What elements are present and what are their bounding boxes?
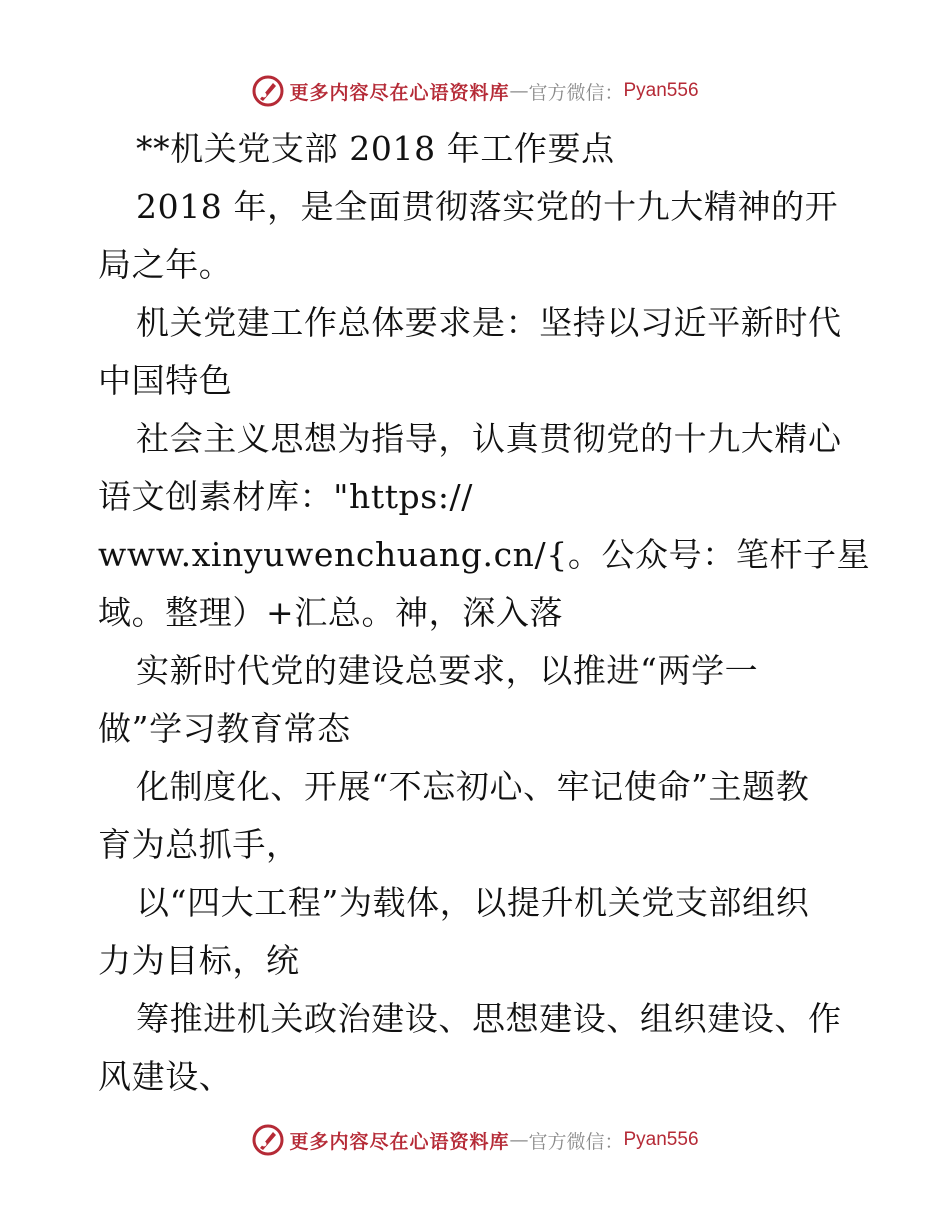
text-line: 风建设、: [98, 1057, 233, 1096]
brand-logo-icon: [251, 74, 285, 108]
watermark-main-text: 更多内容尽在心语资料库: [289, 81, 510, 104]
text-line: 实新时代党的建设总要求，以推进“两学一: [136, 651, 759, 690]
text-line: 力为目标，统: [98, 941, 300, 980]
watermark-wechat-id: Pyan556: [623, 1129, 699, 1150]
text-line: www.xinyuwenchuang.cn/{。公众号：笔杆子星: [98, 535, 871, 574]
text-line: 局之年。: [98, 245, 233, 284]
text-line: **机关党支部 2018 年工作要点: [136, 129, 615, 168]
watermark-wechat-id: Pyan556: [623, 80, 699, 101]
text-line: 语文创素材库："https://: [98, 477, 473, 516]
text-line: 社会主义思想为指导，认真贯彻党的十九大精心: [136, 419, 842, 458]
watermark-dash: —: [509, 1129, 529, 1151]
document-body: [98, 120, 871, 1106]
watermark-sub-text: 官方微信：: [528, 81, 624, 104]
text-line: 育为总抓手，: [98, 825, 300, 864]
text-line: 筹推进机关政治建设、思想建设、组织建设、作: [136, 999, 842, 1038]
text-line: 2018 年，是全面贯彻落实党的十九大精神的开: [136, 187, 839, 226]
text-line: 化制度化、开展“不忘初心、牢记使命”主题教: [136, 767, 810, 806]
header-watermark: [0, 71, 950, 111]
text-line: 做”学习教育常态: [98, 709, 351, 748]
text-line: 中国特色: [98, 361, 233, 400]
text-line: 机关党建工作总体要求是：坚持以习近平新时代: [136, 303, 842, 342]
footer-watermark: [0, 1120, 950, 1160]
watermark-dash: —: [509, 80, 529, 102]
watermark-sub-text: 官方微信：: [528, 1130, 624, 1153]
text-line: 以“四大工程”为载体，以提升机关党支部组织: [136, 883, 810, 922]
text-line: 域。整理）+汇总。神，深入落: [98, 593, 564, 632]
brand-logo-icon: [251, 1123, 285, 1157]
watermark-main-text: 更多内容尽在心语资料库: [289, 1130, 510, 1153]
